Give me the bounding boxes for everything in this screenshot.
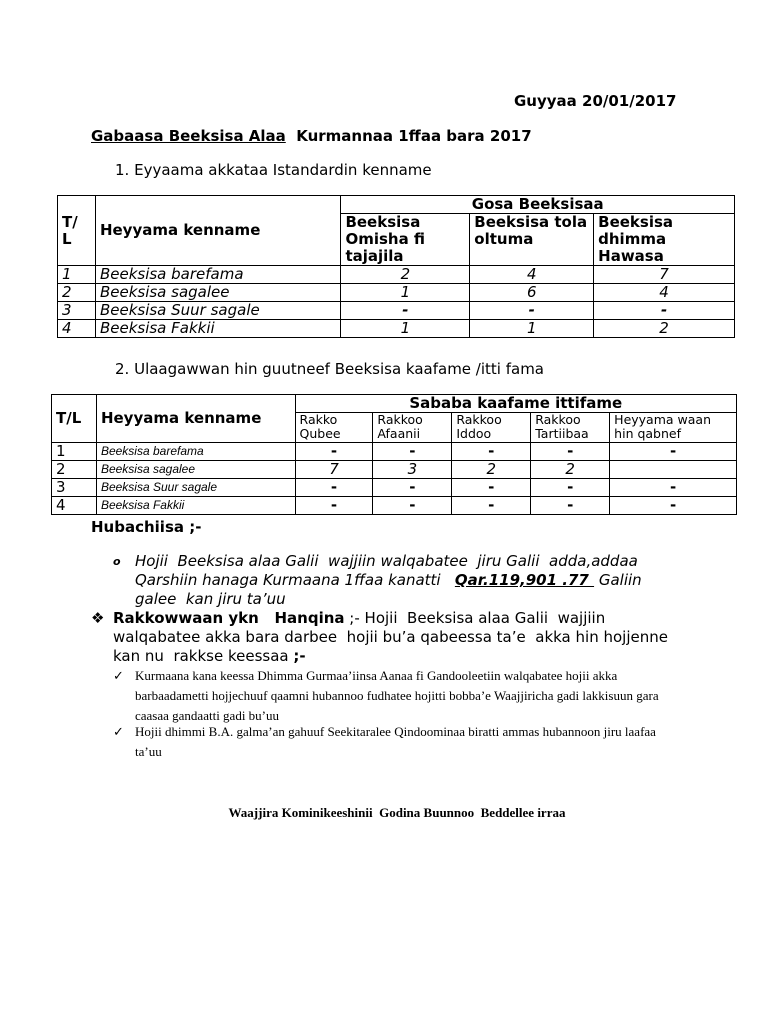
cell-value: - [452, 479, 531, 497]
checkmark-icon: ✓ [113, 724, 124, 739]
cell-value: - [531, 443, 610, 461]
cell-value: 2 [452, 461, 531, 479]
row-number: 3 [58, 302, 96, 320]
row-number: 4 [58, 320, 96, 338]
rejections-table [51, 394, 737, 515]
header-no-license: Heyyama waan hin qabnef [610, 413, 737, 443]
section-2-title: Ulaagawwan hin guutneef Beeksisa kaafame /itti fama [134, 360, 544, 378]
header-tl: T/L [52, 395, 97, 443]
row-number: 2 [58, 284, 96, 302]
note-challenges-text [113, 609, 691, 666]
row-name: Beeksisa barefama [96, 443, 295, 461]
cell-value: 2 [531, 461, 610, 479]
challenges-tail: ;- [293, 647, 306, 665]
header-license-name: Heyyama kenname [96, 395, 295, 443]
header-spelling: Rakko Qubee [295, 413, 373, 443]
licenses-table [57, 195, 735, 338]
header-order: Rakkoo Tartiibaa [531, 413, 610, 443]
row-number: 1 [52, 443, 97, 461]
document-footer: Waajjira Kominikeeshinii Godina Buunnoo Beddellee irraa [228, 805, 566, 820]
income-amount: Qar.119,901 .77 [454, 571, 595, 589]
cell-value [610, 461, 737, 479]
header-volunteer: Beeksisa tola oltuma [470, 214, 594, 266]
cell-value: - [295, 479, 373, 497]
header-reason-group: Sababa kaafame ittifame [295, 395, 736, 413]
cell-value: 1 [341, 284, 470, 302]
note-income-text [135, 552, 683, 609]
cell-value: 7 [295, 461, 373, 479]
title-period: Kurmannaa 1ffaa bara 2017 [285, 127, 532, 145]
table-row [58, 320, 735, 338]
cell-value: - [470, 302, 594, 320]
row-number: 4 [52, 497, 97, 515]
row-number: 3 [52, 479, 97, 497]
header-ad-type-group: Gosa Beeksisaa [341, 196, 735, 214]
bullet-circle-icon: o [113, 555, 121, 568]
cell-value: - [594, 302, 735, 320]
cell-value: - [610, 497, 737, 515]
diamond-bullet-icon: ❖ [91, 609, 105, 627]
challenges-body: ;- Hojii Beeksisa alaa Galii wajjiin walqabatee akka bara darbee hojii bu’a qabeessa ta’e akka hin hojjenne kan nu rakkse keessaa [113, 609, 673, 665]
row-name: Beeksisa Fakkii [96, 497, 295, 515]
section-2-number: 2. [115, 360, 130, 378]
cell-value: - [373, 443, 452, 461]
cell-value: - [373, 497, 452, 515]
challenges-lead: Rakkowwaan ykn Hanqina [113, 609, 345, 627]
table-row [52, 443, 737, 461]
cell-value: - [295, 443, 373, 461]
cell-value: - [531, 497, 610, 515]
challenge-item [113, 666, 683, 726]
document-title [91, 127, 532, 145]
cell-value: - [610, 443, 737, 461]
note-income-tail: Galiin galee kan jiru ta’uu [135, 571, 647, 608]
table-row [52, 497, 737, 515]
cell-value: 4 [470, 266, 594, 284]
table-row [52, 479, 737, 497]
cell-value: 7 [594, 266, 735, 284]
cell-value: 2 [594, 320, 735, 338]
section-1-number: 1. [115, 161, 130, 179]
header-license-name: Heyyama kenname [95, 196, 340, 266]
cell-value: - [531, 479, 610, 497]
row-name: Beeksisa Suur sagale [96, 479, 295, 497]
row-name: Beeksisa barefama [95, 266, 340, 284]
table-row [58, 284, 735, 302]
challenge-item-text: Hojii dhimmi B.A. galma’an gahuuf Seekitaralee Qindoominaa biratti ammas hubannoon jiru laafaa ta’uu [135, 724, 656, 759]
row-name: Beeksisa Suur sagale [95, 302, 340, 320]
header-tl: T/ L [58, 196, 96, 266]
title-main: Gabaasa Beeksisa Alaa [91, 127, 286, 145]
row-name: Beeksisa Fakkii [95, 320, 340, 338]
row-name: Beeksisa sagalee [95, 284, 340, 302]
note-income-lead: Hojii Beeksisa alaa Galii wajjiin walqabatee jiru Galii adda,addaa Qarshiin hanaga Kurmaana 1ffaa kanatti [135, 552, 648, 589]
header-public-affairs: Beeksisa dhimma Hawasa [594, 214, 735, 266]
cell-value: 1 [470, 320, 594, 338]
row-name: Beeksisa sagalee [96, 461, 295, 479]
section-2-heading [115, 360, 544, 378]
row-number: 1 [58, 266, 96, 284]
notes-heading: Hubachiisa ;- [91, 518, 202, 536]
table-row [58, 302, 735, 320]
section-1-title: Eyyaama akkataa Istandardin kenname [134, 161, 432, 179]
table-row [58, 266, 735, 284]
row-number: 2 [52, 461, 97, 479]
note-income [113, 552, 683, 609]
cell-value: - [295, 497, 373, 515]
document-date: Guyyaa 20/01/2017 [514, 92, 677, 110]
section-1-heading [115, 161, 432, 179]
cell-value: - [341, 302, 470, 320]
cell-value: - [373, 479, 452, 497]
cell-value: 6 [470, 284, 594, 302]
cell-value: - [452, 443, 531, 461]
cell-value: 1 [341, 320, 470, 338]
header-location: Rakkoo Iddoo [452, 413, 531, 443]
cell-value: - [610, 479, 737, 497]
cell-value: 4 [594, 284, 735, 302]
cell-value: 3 [373, 461, 452, 479]
table-row [52, 461, 737, 479]
cell-value: - [452, 497, 531, 515]
challenge-item-text: Kurmaana kana keessa Dhimma Gurmaa’iinsa Aanaa fi Gandooleetiin walqabatee hojii akka barbaadametti hojjechuuf qaamni hubannoo fudhatee hojitti bobba’e Waajjiricha gadi lakkisuun gara caasaa gandaatti gadi bu’uu [135, 668, 659, 723]
checkmark-icon: ✓ [113, 668, 124, 683]
header-product-service: Beeksisa Omisha fi tajajila [341, 214, 470, 266]
header-language: Rakkoo Afaanii [373, 413, 452, 443]
cell-value: 2 [341, 266, 470, 284]
challenge-item [113, 722, 683, 762]
note-challenges [91, 609, 691, 666]
